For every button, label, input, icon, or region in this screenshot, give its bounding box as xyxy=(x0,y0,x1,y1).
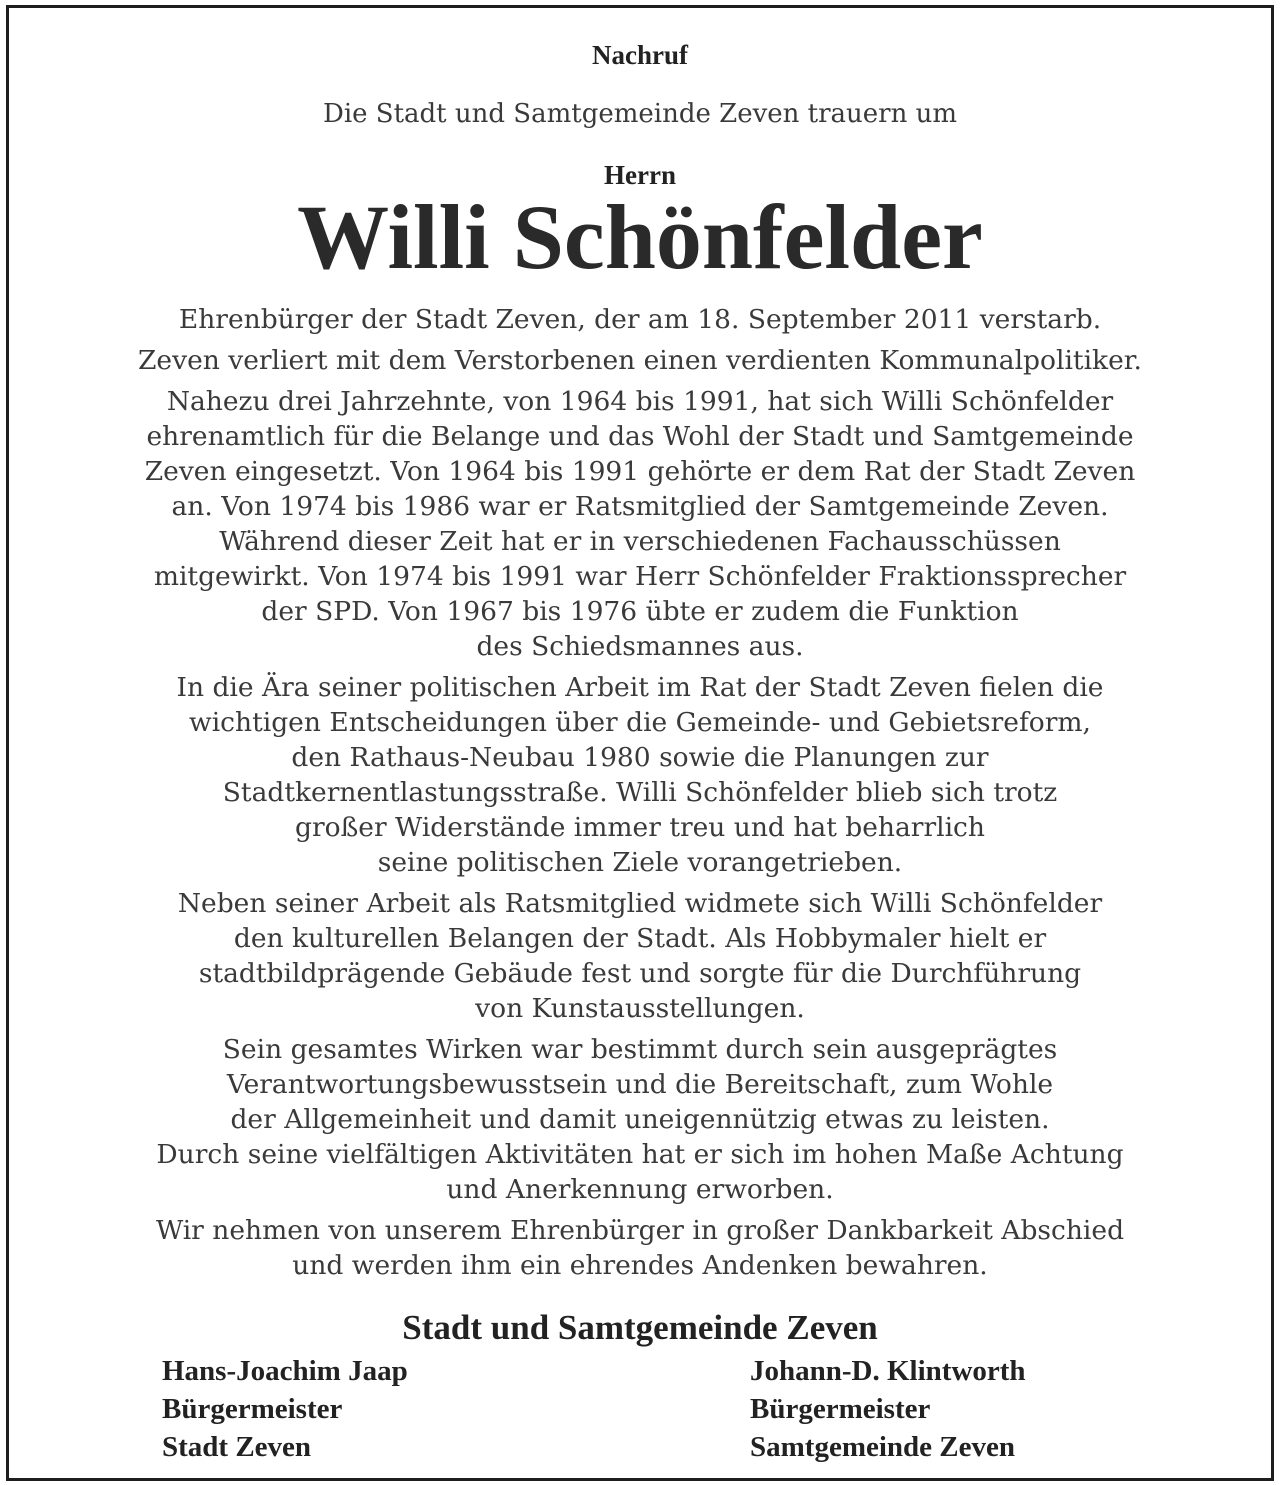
body-line: In die Ära seiner politischen Arbeit im Rat der Stadt Zeven fielen die xyxy=(176,672,1104,703)
body-line: von Kunstausstellungen. xyxy=(475,993,805,1024)
body-line: der SPD. Von 1967 bis 1976 übte er zudem die Funktion xyxy=(261,596,1019,627)
body-line: Während dieser Zeit hat er in verschiedenen Fachausschüssen xyxy=(219,526,1061,557)
body-line: Sein gesamtes Wirken war bestimmt durch sein ausgeprägtes xyxy=(222,1034,1058,1065)
body-paragraph xyxy=(49,1032,1231,1207)
notice-title: Nachruf xyxy=(592,40,688,70)
body-paragraph xyxy=(49,670,1231,880)
body-line: Zeven eingesetzt. Von 1964 bis 1991 gehörte er dem Rat der Stadt Zeven xyxy=(144,456,1136,487)
body-line: Wir nehmen von unserem Ehrenbürger in großer Dankbarkeit Abschied xyxy=(155,1215,1125,1246)
body-line: Ehrenbürger der Stadt Zeven, der am 18. September 2011 verstarb. xyxy=(178,304,1102,335)
signatory-left xyxy=(162,1352,408,1466)
signatory-body: Stadt Zeven xyxy=(162,1431,312,1463)
signatory-body: Samtgemeinde Zeven xyxy=(750,1431,1015,1463)
signatory-name: Hans-Joachim Jaap xyxy=(162,1355,408,1387)
deceased-name: Willi Schönfelder xyxy=(297,186,983,288)
signatory-role: Bürgermeister xyxy=(162,1393,343,1425)
body-line: und werden ihm ein ehrendes Andenken bewahren. xyxy=(292,1250,988,1281)
body-paragraph xyxy=(49,886,1231,1026)
body-line: großer Widerstände immer treu und hat beharrlich xyxy=(295,812,985,843)
signatory-role: Bürgermeister xyxy=(750,1393,931,1425)
body-line: der Allgemeinheit und damit uneigennützig etwas zu leisten. xyxy=(230,1104,1050,1135)
body-line: Nahezu drei Jahrzehnte, von 1964 bis 1991, hat sich Willi Schönfelder xyxy=(166,386,1114,417)
body-line: wichtigen Entscheidungen über die Gemeinde- und Gebietsreform, xyxy=(189,707,1091,738)
body-line: des Schiedsmannes aus. xyxy=(476,631,804,662)
body-paragraph xyxy=(49,384,1231,664)
body-line: den kulturellen Belangen der Stadt. Als Hobbymaler hielt er xyxy=(233,923,1047,954)
notice-intro: Die Stadt und Samtgemeinde Zeven trauern um xyxy=(322,99,958,129)
signatory-name: Johann-D. Klintworth xyxy=(750,1355,1026,1387)
body-paragraph xyxy=(49,302,1231,337)
body-line: und Anerkennung erworben. xyxy=(446,1174,834,1205)
body-line: ehrenamtlich für die Belange und das Wohl der Stadt und Samtgemeinde xyxy=(146,421,1134,452)
body-line: an. Von 1974 bis 1986 war er Ratsmitglied der Samtgemeinde Zeven. xyxy=(171,491,1109,522)
body-line: seine politischen Ziele vorangetrieben. xyxy=(377,847,903,878)
body-line: Neben seiner Arbeit als Ratsmitglied widmete sich Willi Schönfelder xyxy=(177,888,1103,919)
body-line: Verantwortungsbewusstsein und die Bereitschaft, zum Wohle xyxy=(226,1069,1054,1100)
notice-border xyxy=(6,5,1274,1481)
body-line: den Rathaus-Neubau 1980 sowie die Planungen zur xyxy=(291,742,989,773)
body-paragraph xyxy=(49,1213,1231,1283)
salutation: Herrn xyxy=(604,160,676,190)
body-line: mitgewirkt. Von 1974 bis 1991 war Herr Schönfelder Fraktionssprecher xyxy=(153,561,1127,592)
body-line: Durch seine vielfältigen Aktivitäten hat er sich im hohen Maße Achtung xyxy=(156,1139,1124,1170)
organization-name: Stadt und Samtgemeinde Zeven xyxy=(402,1308,878,1347)
body-line: stadtbildprägende Gebäude fest und sorgte für die Durchführung xyxy=(198,958,1082,989)
notice-body xyxy=(49,302,1231,1289)
body-paragraph xyxy=(49,343,1231,378)
obituary-notice xyxy=(9,8,1271,1478)
body-line: Zeven verliert mit dem Verstorbenen einen verdienten Kommunalpolitiker. xyxy=(138,345,1142,376)
body-line: Stadtkernentlastungsstraße. Willi Schönfelder blieb sich trotz xyxy=(222,777,1058,808)
signatory-right xyxy=(750,1352,1026,1466)
